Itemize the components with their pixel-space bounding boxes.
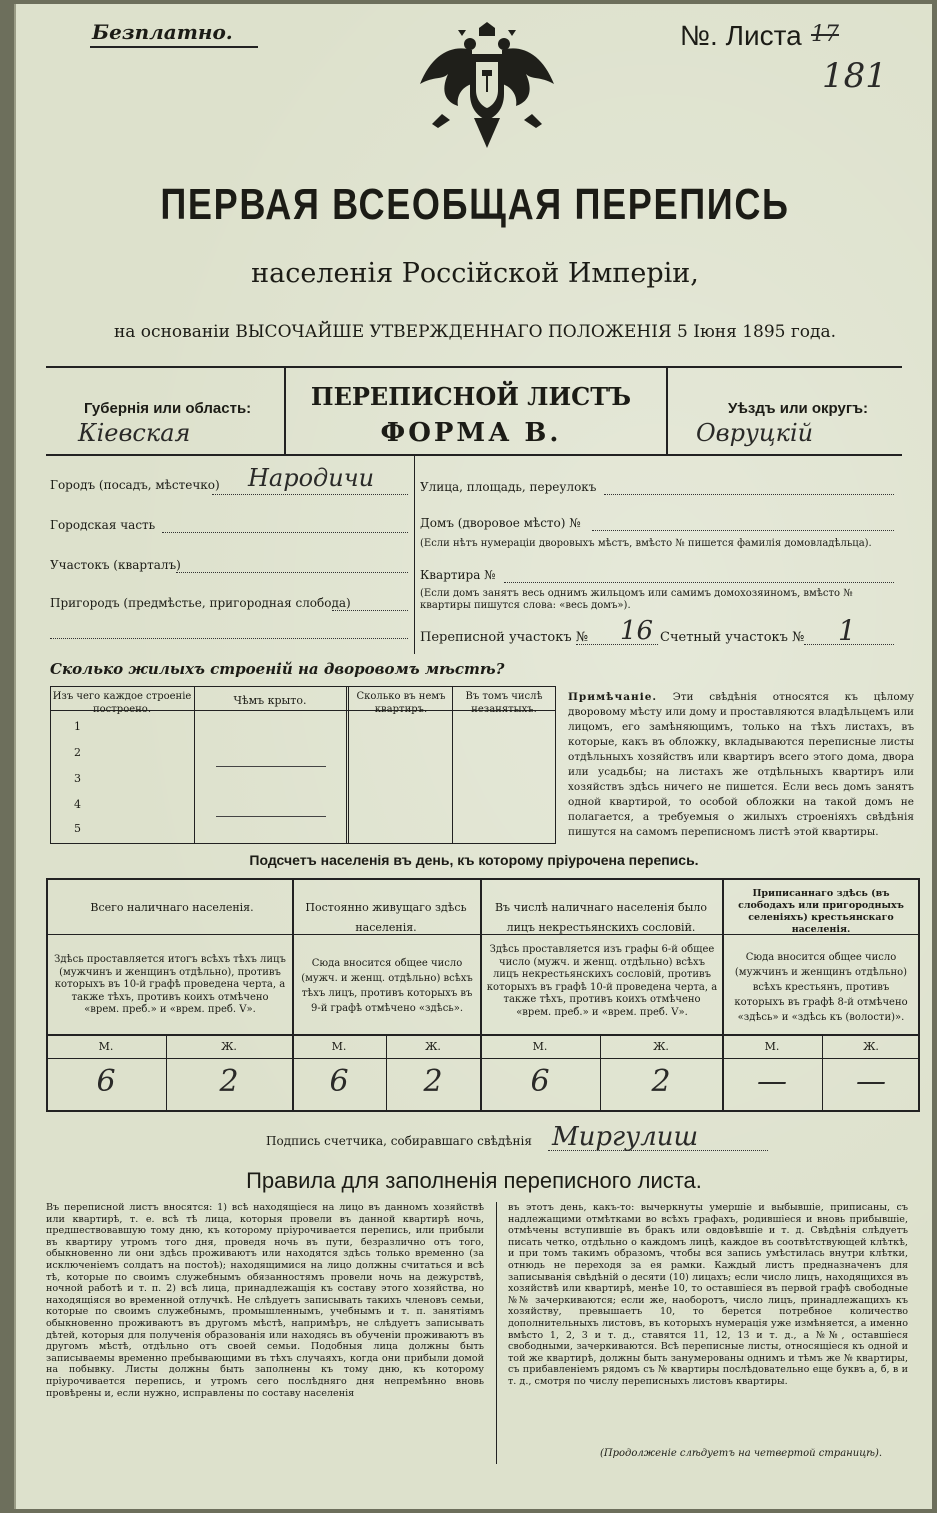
- count-heading: Подсчетъ населенія въ день, къ которому пріурочена перепись.: [249, 852, 699, 868]
- signature-line: [548, 1150, 768, 1151]
- count-col-1-m-value: 6: [96, 1064, 116, 1099]
- house-line: [592, 530, 894, 531]
- buildings-row-1: 1: [74, 720, 81, 733]
- rules-continued: (Продолженіе слѣдуетъ на четвертой страницѣ).: [600, 1448, 883, 1459]
- district-line: [162, 532, 408, 533]
- heading-top-rule: [46, 366, 902, 368]
- district-label: Городская часть: [50, 518, 156, 532]
- page-title: ПЕРВАЯ ВСЕОБЩАЯ ПЕРЕПИСЬ: [160, 180, 790, 229]
- signature-value: Миргулиш: [552, 1122, 699, 1152]
- count-col-4-m-value: —: [757, 1064, 787, 1099]
- buildings-inner-line-1: [216, 766, 326, 767]
- count-col-2-f-value: 2: [423, 1064, 443, 1099]
- rules-heading: Правила для заполненія переписного листа.: [246, 1168, 702, 1193]
- page-subtitle: населенія Россійской Имперіи,: [251, 258, 699, 289]
- buildings-row-3: 3: [74, 772, 81, 785]
- house-label: Домъ (дворовое мѣсто) №: [420, 516, 581, 530]
- rules-divider: [496, 1202, 497, 1464]
- count-col-1-m-label: М.: [98, 1040, 114, 1053]
- apartment-label: Квартира №: [420, 568, 496, 582]
- uezd-value: Овруцкій: [696, 419, 814, 447]
- legal-basis: на основаніи ВЫСОЧАЙШЕ УТВЕРЖДЕННАГО ПОЛОЖЕНІЯ 5 Іюня 1895 года.: [113, 322, 837, 342]
- count-area-value: 1: [838, 614, 856, 647]
- sheet-form: ФОРМА В.: [380, 418, 562, 448]
- count-col-1-desc: Здѣсь проставляется итогъ всѣхъ тѣхъ лицъ (мужчинъ и женщинъ отдѣльно), противъ которыхъ въ 10-й графѣ проведена черта, а также тѣхъ, противъ коихъ отмѣчено «врем. преб.» и «врем. преб. V».: [54, 954, 286, 1015]
- city-value: Народичи: [248, 464, 375, 492]
- buildings-col-apartments: Сколько въ немъ квартиръ.: [356, 691, 446, 715]
- uezd-label: Уѣздъ или округъ:: [728, 400, 869, 417]
- count-col-4-m-label: М.: [764, 1040, 780, 1053]
- apartment-line: [504, 582, 894, 583]
- buildings-inner-line-2: [216, 816, 326, 817]
- buildings-col-roof: Чѣмъ крыто.: [233, 694, 307, 707]
- count-col-3-m-label: М.: [532, 1040, 548, 1053]
- rules-left: Въ переписной листъ вносятся: 1) всѣ находящіеся на лицо въ данномъ хозяйствѣ или квартирѣ, т. е. всѣ тѣ лица, которыя провели въ данной квартирѣ ночь, предшествовавшую тому дню, къ которому пріурочивается перепись, или прибыли въ квартиру утромъ того дня, проведя ночь въ пути, безразлично отъ того, обыкновенно ли они здѣсь проживаютъ или находятся здѣсь только временно (за исключеніемъ солдатъ на постоѣ); находящимися на лицо должны считаться и всѣ тѣ, которые по своимъ служебнымъ обязанностямъ провели ночь на дежурствѣ, ночной работѣ и т. п. 2) всѣ лица, принадлежащія къ составу этого хозяйства, но находящіяся во временной отлучкѣ. Не слѣдуетъ записывать такихъ членовъ семьи, которые по своимъ служебнымъ, промышленнымъ, учебнымъ и т. п. занятіямъ обыкновенно проживаютъ въ другомъ мѣстѣ, напримѣръ, не слѣдуетъ записывать дѣтей, которыя для полученія образованія или находясь въ обученіи проживаютъ въ другомъ мѣстѣ, отдѣльно отъ своей семьи. Подобныя лица должны быть записываемы временно пребывающими въ тѣхъ случаяхъ, когда они прибыли домой на побывку. Листы должны быть заполнены къ тому дню, къ которому пріурочивается перепись, и утромъ сего послѣдняго дня непремѣнно вновь провѣрены и, если нужно, исправлены по составу населенія: [46, 1202, 484, 1399]
- sheet-title: ПЕРЕПИСНОЙ ЛИСТЪ: [310, 382, 632, 411]
- census-sheet: [14, 4, 932, 1509]
- count-col-2-title: Постоянно живущаго здѣсь населенія.: [305, 901, 467, 934]
- signature-label: Подпись счетчика, собиравшаго свѣдѣнія: [266, 1134, 532, 1148]
- house-note: (Если нѣтъ нумераціи дворовыхъ мѣстъ, вмѣсто № пишется фамилія домовладѣльца).: [420, 538, 872, 549]
- count-mf-line: [46, 1058, 920, 1059]
- count-col-2-m-label: М.: [331, 1040, 347, 1053]
- note: [568, 690, 914, 840]
- census-area-value: 16: [620, 616, 654, 646]
- fields-divider: [414, 454, 415, 654]
- buildings-col-vacant: Въ томъ числѣ незанятыхъ.: [465, 691, 543, 715]
- heading-divider-left: [284, 366, 286, 454]
- sheet-number-label: №. Листа: [680, 20, 802, 51]
- gubernia-label: Губернія или область:: [84, 400, 252, 417]
- census-area-line: [576, 644, 658, 645]
- suburb-line-2: [50, 638, 408, 639]
- heading-bottom-rule: [46, 454, 902, 456]
- count-col-1-f-value: 2: [219, 1064, 239, 1099]
- count-desc-line: [46, 1034, 920, 1036]
- apartment-note: (Если домъ занятъ весь однимъ жильцомъ или самимъ домохозяиномъ, вмѣсто № квартиры пишутся слова: «весь домъ»).: [420, 588, 853, 611]
- count-col-1-f-label: Ж.: [221, 1040, 237, 1053]
- note-text: Эти свѣдѣнія относятся къ цѣлому дворовому мѣсту или дому и проставляются владѣльцемъ или лицомъ, его замѣняющимъ, только на тѣхъ листахъ, въ которые, какъ въ обложку, вкладываются переписные листы отдѣльныхъ хозяйствъ или квартиръ всего этого дома, двора или усадьбы; на листахъ же отдѣльныхъ квартиръ или хозяйствъ здѣсь ничего не пишется. Если весь домъ занятъ одной квартирой, то особой обложки на такой домъ не полагается, а требуемыя о жилыхъ строеніяхъ свѣдѣнія пишутся на самомъ переписномъ листѣ этой квартиры.: [568, 691, 915, 838]
- free-label: Безплатно.: [92, 20, 233, 44]
- count-col-3-desc: Здѣсь проставляется изъ графы 6-й общее число (мужч. и женщ. отдѣльно) всѣхъ лицъ некрестьянскихъ сословій, противъ которыхъ въ графѣ 10-й проведена черта, а также тѣхъ, противъ коихъ отмѣчено «врем. преб.» и «врем. преб. V».: [486, 944, 718, 1018]
- census-area-label: Переписной участокъ №: [420, 630, 589, 645]
- count-col-2-f-label: Ж.: [425, 1040, 441, 1053]
- sheet-number-struck: 17: [811, 22, 839, 47]
- count-col-3-m-value: 6: [530, 1064, 550, 1099]
- buildings-question: Сколько жилыхъ строеній на дворовомъ мѣстѣ?: [50, 660, 505, 678]
- city-label: Городъ (посадъ, мѣстечко): [50, 478, 220, 492]
- count-area-line: [804, 644, 894, 645]
- count-area-label: Счетный участокъ №: [660, 630, 805, 645]
- buildings-row-5: 5: [74, 822, 81, 835]
- buildings-row-4: 4: [74, 798, 81, 811]
- count-col-2-m-value: 6: [329, 1064, 349, 1099]
- city-line: [212, 494, 408, 495]
- count-col-1-title: Всего наличнаго населенія.: [90, 901, 254, 914]
- count-col-4-title: Приписаннаго здѣсь (въ слободахъ или пригородныхъ селеніяхъ) крестьянскаго населенія.: [738, 888, 904, 935]
- count-col-3-title: Въ числѣ наличнаго населенія было лицъ некрестьянскихъ сословій.: [494, 901, 708, 934]
- imperial-eagle-icon: [412, 14, 562, 154]
- buildings-row-2: 2: [74, 746, 81, 759]
- note-heading: Примѣчаніе.: [568, 691, 658, 703]
- gubernia-value: Кіевская: [78, 419, 191, 447]
- precinct-label: Участокъ (кварталъ): [50, 558, 181, 572]
- count-col-3-f-label: Ж.: [653, 1040, 669, 1053]
- count-col-2-desc: Сюда вносится общее число (мужч. и женщ. отдѣльно) всѣхъ тѣхъ лицъ, противъ которыхъ въ 9-й графѣ отмѣчено «здѣсь».: [301, 958, 473, 1014]
- sheet-number-value: 181: [822, 56, 887, 96]
- count-col-3-f-value: 2: [651, 1064, 671, 1099]
- count-col-4-f-value: —: [856, 1064, 886, 1099]
- free-underline: [90, 46, 258, 48]
- count-col-4-f-label: Ж.: [863, 1040, 879, 1053]
- street-label: Улица, площадь, переулокъ: [420, 480, 597, 494]
- suburb-line: [332, 610, 408, 611]
- precinct-line: [176, 572, 408, 573]
- street-line: [604, 494, 894, 495]
- rules-right: въ этотъ день, какъ-то: вычеркнуты умершіе и выбывшіе, приписаны, съ надлежащими отмѣтками во всѣхъ графахъ, родившіеся и вновь прибывшіе, отмѣчены вступившіе въ бракъ или овдовѣвшіе и т. д. Свѣдѣнія слѣдуетъ писать четко, отдѣльно о каждомъ лицѣ, каждое въ соотвѣтствующей клѣткѣ, и при томъ такимъ образомъ, чтобы вся запись умѣстилась внутри клѣтки, отнюдь не переходя за ея рамки. Каждый листъ предназначенъ для записыванія свѣдѣній о десяти (10) лицахъ; если число лицъ, находящихся въ хозяйствѣ или квартирѣ, менѣе 10, то оставшіеся въ первой графѣ свободные №№ зачеркиваются; если же, наоборотъ, число лицъ, принадлежащихъ къ хозяйству, превышаетъ 10, то берется потребное количество дополнительныхъ листовъ, въ которыхъ нумерація уже измѣняется, а именно вмѣсто 1, 2, 3 и т. д., ставятся 11, 12, 13 и т. д., а №№, оставшіеся свободными, зачеркиваются. Всѣ переписные листы, относящіеся къ одной и той же квартирѣ, должны быть занумерованы однимъ и тѣмъ же № квартиры, съ прибавленіемъ рядомъ съ № квартиры послѣдовательно еще буквъ а, б, в и т. д., смотря по числу переписныхъ листовъ квартиры.: [508, 1202, 908, 1387]
- heading-divider-right: [666, 366, 668, 454]
- suburb-label: Пригородъ (предмѣстье, пригородная слобода): [50, 596, 351, 610]
- buildings-col-material: Изъ чего каждое строеніе построено.: [52, 691, 192, 715]
- count-col-4-desc: Сюда вносится общее число (мужчинъ и женщинъ отдѣльно) всѣхъ крестьянъ, противъ которыхъ въ графѣ 8-й отмѣчено «здѣсь» и «здѣсь къ (волости)».: [734, 952, 908, 1023]
